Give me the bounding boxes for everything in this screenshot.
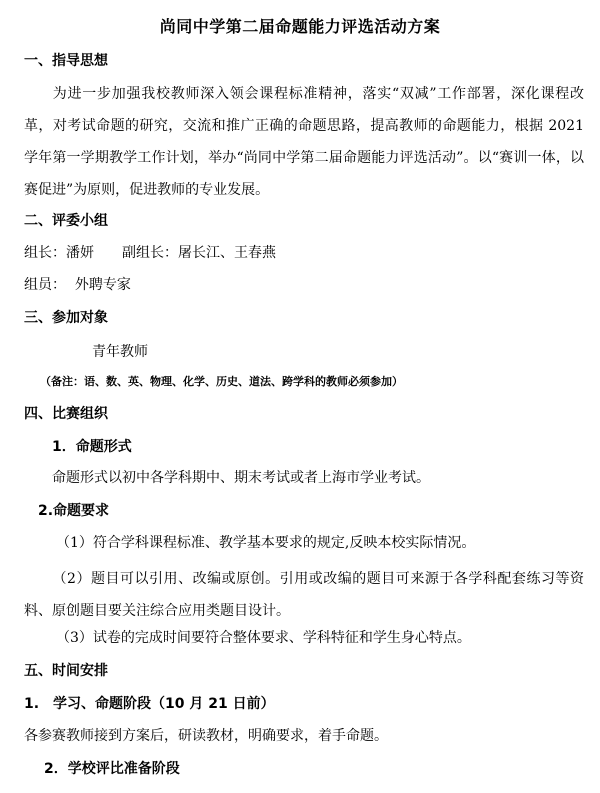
participants-target: 青年教师 (92, 344, 148, 360)
members-names: 外聘专家 (74, 277, 131, 293)
guiding-thought-text: 为进一步加强我校教师深入领会课程标准精神，落实“双减”工作部署，深化课程改革，对考试命题的研究，交流和推广正确的命题思路，提高教师的命题能力，根据 2021 学年第一学期教学工作计划，举办“尚同中学第二届命题能力评选活动”。以“赛训一体，以赛促进”为原则，促进教师的专业发展。 (24, 86, 584, 198)
jury-members-line (24, 274, 131, 294)
format-text: 命题形式以初中各学科期中、期末考试或者上海市学业考试。 (52, 470, 430, 486)
requirement-2: （2）题目可以引用、改编或原创。引用或改编的题目可来源于各学科配套练习等资料、原创题目要关注综合应用类题目设计。 (24, 571, 584, 619)
members-label: 组员： (24, 277, 66, 293)
subheading-school-review-phase: 2．学校评比准备阶段 (44, 761, 180, 777)
section-heading-jury: 二、评委小组 (24, 213, 108, 229)
section-heading-participants: 三、参加对象 (24, 310, 108, 326)
leader-label: 组长： (24, 245, 66, 261)
subheading-requirements: 2.命题要求 (38, 503, 110, 519)
participants-note: （备注：语、数、英、物理、化学、历史、道法、跨学科的教师必须参加） (40, 375, 403, 388)
requirement-1: （1）符合学科课程标准、教学基本要求的规定,反映本校实际情况。 (56, 535, 476, 551)
jury-leader-line (24, 242, 276, 262)
guiding-thought-paragraph (24, 78, 584, 206)
vice-leader-names: 屠长江、王春燕 (178, 245, 276, 261)
subheading-study-phase: 1. 学习、命题阶段（10 月 21 日前） (24, 696, 275, 712)
requirement-3: （3）试卷的完成时间要符合整体要求、学科特征和学生身心特点。 (56, 630, 471, 646)
requirement-2-paragraph (24, 563, 584, 627)
vice-leader-label: 副组长： (122, 245, 178, 261)
study-phase-text: 各参赛教师接到方案后，研读教材，明确要求，着手命题。 (24, 728, 388, 744)
section-heading-organization: 四、比赛组织 (24, 406, 108, 422)
document-title: 尚同中学第二届命题能力评选活动方案 (159, 17, 441, 36)
leader-name: 潘妍 (66, 245, 94, 261)
section-heading-guiding-thought: 一、指导思想 (24, 53, 108, 69)
section-heading-schedule: 五、时间安排 (24, 663, 108, 679)
subheading-format: 1．命题形式 (52, 439, 132, 455)
